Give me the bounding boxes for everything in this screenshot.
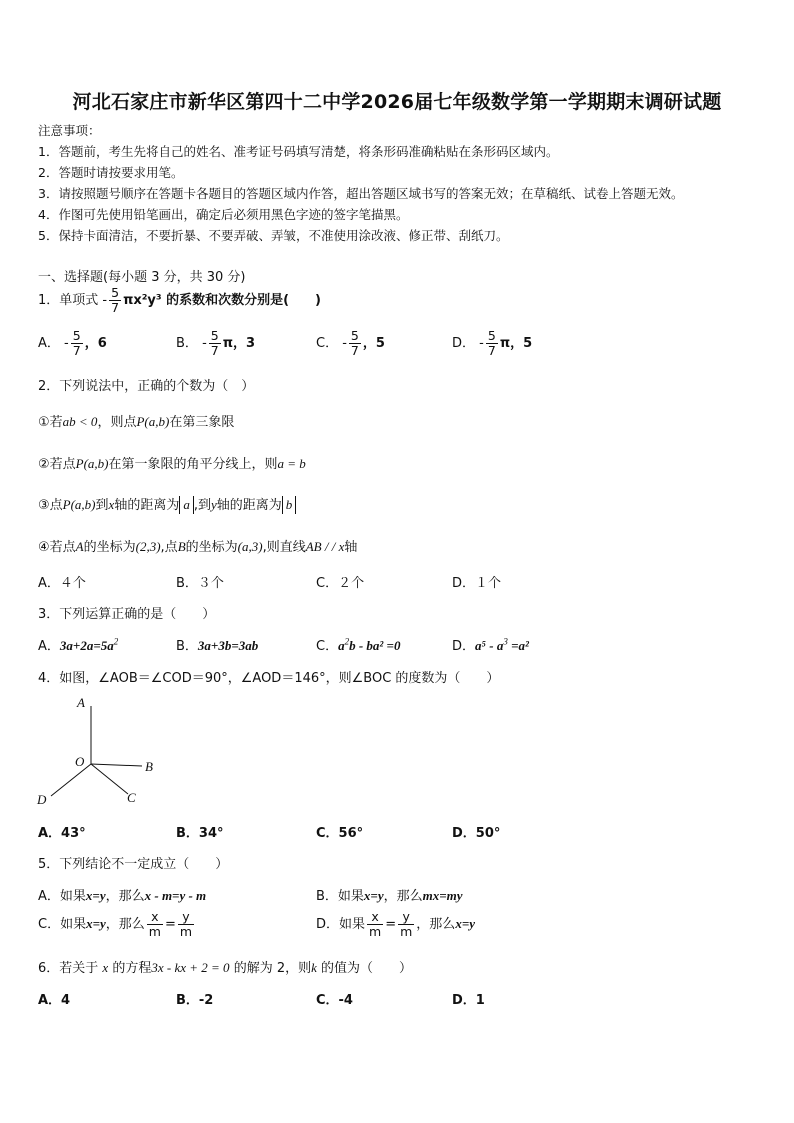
q4-option-c: C．56° — [316, 826, 364, 841]
ray-od — [51, 764, 91, 796]
notice-item-3: 3．请按照题号顺序在答题卡各题目的答题区域内作答，超出答题区域书写的答案无效；在草稿纸、试卷上答题无效。 — [38, 186, 684, 201]
section-heading: 一、选择题(每小题 3 分，共 30 分) — [38, 270, 246, 285]
q6-option-a: A．4 — [38, 993, 71, 1008]
q1-option-b: B． - $\frac{5}{7}$ π，3 — [176, 328, 256, 358]
label-a: A — [77, 695, 85, 710]
ray-oc — [91, 764, 128, 794]
notice-item-2: 2．答题时请按要求用笔。 — [38, 165, 184, 180]
q6-option-c: C．-4 — [316, 993, 353, 1008]
q4-option-b: B．34° — [176, 826, 224, 841]
page-title: 河北石家庄市新华区第四十二中学2026届七年级数学第一学期期末调研试题 — [72, 91, 722, 113]
notice-item-5: 5．保持卡面清洁，不要折暴、不要弄破、弄皱，不准使用涂改液、修正带、刮纸刀。 — [38, 228, 509, 243]
question-1-stem — [38, 286, 321, 315]
q2-option-c: C．２个 — [316, 576, 365, 591]
ray-ob — [91, 764, 142, 766]
q6-option-b: B．-2 — [176, 993, 214, 1008]
q3-option-b: B．3a+3b=3ab — [176, 638, 259, 654]
q4-option-a: A．43° — [38, 826, 86, 841]
label-b: B — [145, 759, 153, 774]
label-c: C — [127, 790, 136, 805]
q5-option-a: A．如果x=y，那么x - m=y - m — [38, 888, 207, 904]
q2-statement-3: ③点P(a,b)到x轴的距离为 a ,到y轴的距离为 b — [38, 494, 296, 514]
notice-heading: 注意事项： — [38, 123, 101, 138]
q3-option-a: A．$3a+2a=5a^2$ — [38, 636, 119, 654]
q2-statement-1: ①若ab < 0，则点P(a,b)在第三象限 — [38, 414, 235, 430]
q5-option-b: B．如果x=y，那么mx=my — [316, 888, 463, 904]
angle-figure — [34, 694, 164, 814]
q2-statement-2: ②若点P(a,b)在第一象限的角平分线上，则a = b — [38, 456, 306, 472]
label-o: O — [75, 754, 85, 769]
notice-item-4: 4．作图可先使用铅笔画出，确定后必须用黑色字迹的签字笔描黑。 — [38, 207, 409, 222]
question-4-stem: 4．如图，∠AOB＝∠COD＝90°，∠AOD＝146°，则∠BOC 的度数为（ ） — [38, 671, 500, 686]
question-6-stem: 6．若关于 x 的方程3x - kx + 2 = 0 的解为 2，则k 的值为（ ） — [38, 960, 413, 976]
q5-option-d: D．如果 $\frac{x}{m}$ = $\frac{y}{m}$ ，那么x=y — [316, 909, 475, 939]
q5-option-c: C．如果x=y，那么 $\frac{x}{m}$ = $\frac{y}{m}$ — [38, 909, 193, 939]
notice-item-1: 1．答题前，考生先将自己的姓名、准考证号码填写清楚，将条形码准确粘贴在条形码区域内。 — [38, 144, 559, 159]
q4-option-d: D．50° — [452, 826, 501, 841]
q1-stem-pre: 1．单项式 - — [38, 293, 108, 308]
q6-option-d: D．1 — [452, 993, 485, 1008]
question-2-stem: 2．下列说法中，正确的个数为（ ） — [38, 379, 255, 394]
q1-option-a: A． - $\frac{5}{7}$ ，6 — [38, 328, 107, 358]
q3-option-d: D．$a^5 - a^3 =a^2$ — [452, 636, 529, 654]
q2-statement-4: ④若点A的坐标为(2,3),点B的坐标为(a,3),则直线AB / / x轴 — [38, 539, 358, 555]
question-5-stem: 5．下列结论不一定成立（ ） — [38, 857, 229, 872]
question-3-stem: 3．下列运算正确的是（ ） — [38, 607, 216, 622]
q1-fraction: $\frac{5}{7}$ — [111, 285, 120, 315]
label-d: D — [37, 792, 47, 807]
q2-option-b: B．３个 — [176, 576, 224, 591]
q1-option-d: D． - $\frac{5}{7}$ π，5 — [452, 328, 533, 358]
q1-stem-post: πx²y³ 的系数和次数分别是( ) — [123, 293, 322, 308]
q1-option-c: C． - $\frac{5}{7}$ ，5 — [316, 328, 385, 358]
q2-option-a: A．４个 — [38, 576, 86, 591]
q3-option-c: C．$a^2b - ba^2 =0$ — [316, 636, 401, 654]
q2-option-d: D．１个 — [452, 576, 502, 591]
